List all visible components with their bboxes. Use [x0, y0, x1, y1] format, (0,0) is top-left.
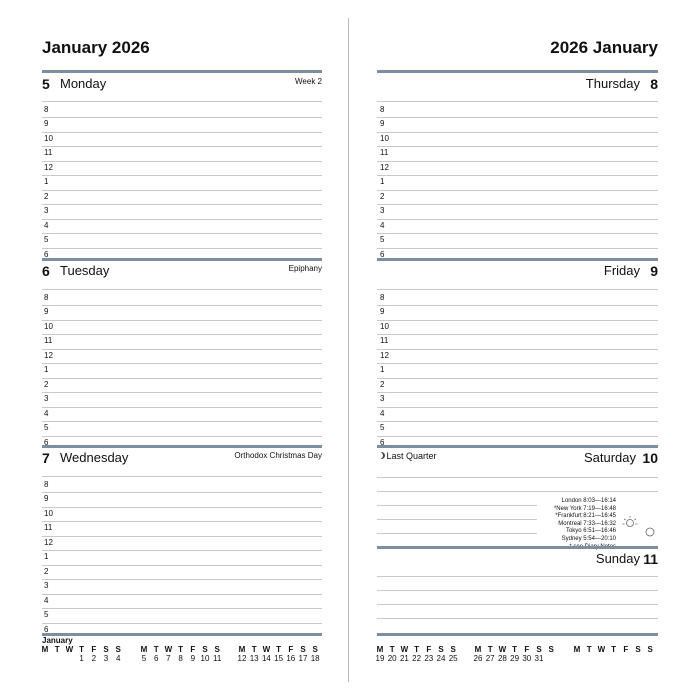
- writing-line: [377, 407, 658, 408]
- hour-label: 10: [380, 321, 389, 331]
- writing-line: [377, 101, 658, 102]
- calendar-weekday: W: [498, 645, 507, 654]
- hour-label: 9: [44, 307, 49, 317]
- hour-label: 6: [44, 437, 49, 447]
- calendar-weekday: S: [300, 645, 306, 654]
- calendar-weekday: S: [450, 645, 456, 654]
- writing-line: [377, 334, 658, 335]
- writing-line: [377, 477, 658, 478]
- writing-line: [377, 505, 537, 506]
- hour-label: 3: [44, 581, 49, 591]
- calendar-weekday: M: [474, 645, 482, 654]
- hour-label: 8: [44, 293, 49, 302]
- writing-line: [42, 550, 322, 551]
- hour-label: 6: [44, 249, 49, 259]
- hour-label: 1: [44, 552, 49, 562]
- hour-label: 3: [44, 206, 49, 216]
- writing-line: [377, 519, 537, 520]
- day-number: 7: [42, 450, 50, 466]
- calendar-weekday: S: [647, 645, 653, 654]
- calendar-weekday: S: [438, 645, 444, 654]
- sun-time-line: *Frankfurt 8:21—16:45: [555, 513, 616, 520]
- day-name: Tuesday: [60, 263, 110, 278]
- calendar-date: 22: [412, 654, 422, 663]
- hour-label: 8: [380, 293, 385, 302]
- calendar-weekday: W: [262, 645, 271, 654]
- calendar-weekday: M: [238, 645, 246, 654]
- writing-line: [42, 289, 322, 290]
- day-note: Week 2: [295, 77, 322, 86]
- day-number: 6: [42, 263, 50, 279]
- writing-line: [377, 146, 658, 147]
- calendar-weekday: T: [276, 645, 282, 654]
- writing-line: [377, 604, 658, 605]
- sun-time-line: Montreal 7:33—16:32: [558, 520, 616, 527]
- writing-line: [42, 219, 322, 220]
- hour-label: 1: [44, 365, 49, 375]
- calendar-weekday: F: [524, 645, 530, 654]
- left-page-title: January 2026: [42, 38, 150, 57]
- writing-line: [377, 378, 658, 379]
- hour-label: 8: [44, 105, 49, 114]
- day-separator: [377, 70, 658, 73]
- sun-times: [526, 498, 616, 551]
- day-separator: [42, 70, 322, 73]
- calendar-date: 3: [103, 654, 109, 663]
- calendar-date: 6: [153, 654, 159, 663]
- hour-label: 5: [44, 610, 49, 620]
- calendar-date: 11: [213, 654, 222, 663]
- calendar-weekday: F: [91, 645, 97, 654]
- calendar-weekday: F: [426, 645, 432, 654]
- writing-line: [42, 146, 322, 147]
- hour-label: 1: [44, 177, 49, 187]
- calendar-date: 15: [274, 654, 284, 663]
- writing-line: [42, 536, 322, 537]
- hour-label: 5: [380, 235, 385, 245]
- calendar-date: 20: [387, 654, 397, 663]
- writing-line: [42, 363, 322, 364]
- hour-label: 1: [380, 365, 385, 375]
- calendar-date: 12: [237, 654, 247, 663]
- hour-label: 9: [44, 119, 49, 129]
- writing-line: [42, 594, 322, 595]
- calendar-weekday: T: [389, 645, 395, 654]
- calendar-weekday: M: [573, 645, 581, 654]
- hour-label: 3: [380, 394, 385, 404]
- writing-line: [42, 407, 322, 408]
- writing-line: [42, 334, 322, 335]
- writing-line: [377, 248, 658, 249]
- writing-line: [42, 175, 322, 176]
- day-separator: [377, 445, 658, 448]
- calendar-date: 18: [310, 654, 320, 663]
- hour-label: 2: [44, 191, 49, 201]
- hour-label: 9: [44, 494, 49, 504]
- day-number: 5: [42, 76, 50, 92]
- calendar-weekday: F: [190, 645, 196, 654]
- calendar-weekday: M: [140, 645, 148, 654]
- mini-calendar-month: January: [42, 636, 73, 645]
- day-name: Sunday: [595, 551, 640, 566]
- writing-line: [42, 521, 322, 522]
- writing-line: [377, 363, 658, 364]
- moon-icon: [376, 452, 383, 459]
- writing-line: [42, 233, 322, 234]
- calendar-date: 5: [141, 654, 147, 663]
- writing-line: [377, 491, 658, 492]
- hour-label: 2: [380, 191, 385, 201]
- hour-label: 8: [44, 480, 49, 489]
- writing-line: [42, 392, 322, 393]
- calendar-weekday: W: [164, 645, 173, 654]
- writing-line: [377, 132, 658, 133]
- writing-line: [377, 204, 658, 205]
- calendar-weekday: S: [115, 645, 121, 654]
- calendar-weekday: T: [251, 645, 257, 654]
- calendar-date: 24: [436, 654, 446, 663]
- day-name: Wednesday: [60, 450, 129, 465]
- calendar-date: 13: [249, 654, 259, 663]
- calendar-date: 30: [522, 654, 532, 663]
- moon-phase-label: Last Quarter: [386, 451, 437, 461]
- sun-time-line: *New York 7:19—16:48: [553, 505, 616, 512]
- calendar-date: 28: [497, 654, 507, 663]
- hour-label: 6: [44, 624, 49, 634]
- hour-label: 10: [44, 133, 53, 143]
- hour-label: 2: [44, 566, 49, 576]
- writing-line: [42, 161, 322, 162]
- hour-label: 5: [44, 423, 49, 433]
- calendar-date: 29: [510, 654, 520, 663]
- calendar-weekday: T: [54, 645, 60, 654]
- writing-line: [377, 618, 658, 619]
- calendar-date: 25: [448, 654, 458, 663]
- writing-line: [42, 378, 322, 379]
- day-separator: [377, 258, 658, 261]
- day-note: Orthodox Christmas Day: [234, 451, 322, 460]
- calendar-date: 23: [424, 654, 434, 663]
- calendar-date: 19: [375, 654, 385, 663]
- calendar-weekday: S: [635, 645, 641, 654]
- writing-line: [377, 190, 658, 191]
- calendar-date: 1: [79, 654, 84, 663]
- calendar-date: 9: [190, 654, 196, 663]
- calendar-date: 17: [298, 654, 308, 663]
- day-name: Friday: [603, 263, 640, 278]
- writing-line: [42, 190, 322, 191]
- hour-label: 12: [44, 537, 53, 547]
- hour-label: 4: [44, 595, 49, 605]
- hour-label: 9: [380, 119, 385, 129]
- bottom-separator-left: [42, 633, 322, 636]
- hour-label: 1: [380, 177, 385, 187]
- hour-label: 11: [44, 336, 53, 346]
- writing-line: [42, 349, 322, 350]
- hour-label: 4: [44, 220, 49, 230]
- hour-label: 6: [380, 437, 385, 447]
- calendar-weekday: T: [586, 645, 592, 654]
- day-name: Saturday: [583, 450, 636, 465]
- hour-label: 2: [380, 379, 385, 389]
- writing-line: [42, 101, 322, 102]
- calendar-weekday: T: [178, 645, 184, 654]
- calendar-date: 8: [178, 654, 183, 663]
- writing-line: [377, 421, 658, 422]
- writing-line: [377, 349, 658, 350]
- writing-line: [377, 219, 658, 220]
- calendar-date: 4: [115, 654, 121, 663]
- writing-line: [42, 623, 322, 624]
- hour-label: 2: [44, 379, 49, 389]
- day-separator: [377, 546, 658, 549]
- calendar-weekday: M: [376, 645, 384, 654]
- writing-line: [42, 117, 322, 118]
- hour-label: 11: [380, 148, 389, 158]
- hour-label: 12: [44, 350, 53, 360]
- calendar-weekday: F: [288, 645, 294, 654]
- hour-label: 12: [380, 350, 389, 360]
- moon-phase: [377, 451, 437, 461]
- calendar-date: 16: [286, 654, 296, 663]
- writing-line: [42, 579, 322, 580]
- hour-label: 4: [380, 220, 385, 230]
- calendar-weekday: W: [597, 645, 606, 654]
- writing-line: [377, 320, 658, 321]
- hour-label: 10: [380, 133, 389, 143]
- calendar-date: 10: [200, 654, 210, 663]
- writing-line: [42, 421, 322, 422]
- hour-label: 5: [380, 423, 385, 433]
- calendar-date: 7: [166, 654, 171, 663]
- bottom-separator-right: [377, 633, 658, 636]
- hour-label: 8: [380, 105, 385, 114]
- calendar-weekday: F: [623, 645, 629, 654]
- hour-label: 3: [44, 394, 49, 404]
- day-separator: [42, 445, 322, 448]
- writing-line: [377, 436, 658, 437]
- calendar-date: 31: [534, 654, 544, 663]
- calendar-weekday: T: [414, 645, 420, 654]
- day-separator: [42, 258, 322, 261]
- calendar-weekday: T: [487, 645, 493, 654]
- right-page-title: 2026 January: [550, 38, 658, 57]
- hour-label: 6: [380, 249, 385, 259]
- day-number: 9: [650, 263, 658, 279]
- sun-time-line: Sydney 5:54—20:10: [561, 535, 616, 542]
- sun-time-line: Tokyo 6:51—16:46: [565, 528, 616, 535]
- writing-line: [377, 175, 658, 176]
- writing-line: [42, 320, 322, 321]
- calendar-weekday: S: [312, 645, 318, 654]
- writing-line: [42, 305, 322, 306]
- writing-line: [377, 117, 658, 118]
- writing-line: [377, 590, 658, 591]
- page-fold: [348, 18, 349, 682]
- day-number: 11: [643, 551, 658, 567]
- hour-label: 9: [380, 307, 385, 317]
- calendar-date: 27: [485, 654, 495, 663]
- writing-line: [42, 248, 322, 249]
- writing-line: [42, 476, 322, 477]
- hour-label: 10: [44, 321, 53, 331]
- calendar-weekday: S: [103, 645, 109, 654]
- day-name: Thursday: [585, 76, 640, 91]
- day-name: Monday: [60, 76, 107, 91]
- hour-label: 11: [44, 523, 53, 533]
- writing-line: [377, 392, 658, 393]
- calendar-weekday: T: [512, 645, 518, 654]
- calendar-weekday: M: [41, 645, 49, 654]
- calendar-date: 21: [399, 654, 409, 663]
- calendar-date: 26: [473, 654, 483, 663]
- hour-label: 5: [44, 235, 49, 245]
- writing-line: [377, 305, 658, 306]
- calendar-weekday: W: [65, 645, 74, 654]
- day-number: 8: [650, 76, 658, 92]
- calendar-weekday: T: [153, 645, 159, 654]
- writing-line: [42, 132, 322, 133]
- writing-line: [377, 289, 658, 290]
- hour-label: 4: [380, 408, 385, 418]
- hour-label: 11: [380, 336, 389, 346]
- day-number: 10: [642, 450, 658, 466]
- writing-line: [42, 204, 322, 205]
- calendar-date: 14: [261, 654, 271, 663]
- writing-line: [377, 533, 537, 534]
- day-note: Epiphany: [288, 264, 322, 273]
- writing-line: [377, 576, 658, 577]
- writing-line: [42, 608, 322, 609]
- writing-line: [377, 161, 658, 162]
- writing-line: [42, 507, 322, 508]
- calendar-weekday: T: [79, 645, 85, 654]
- writing-line: [42, 565, 322, 566]
- hour-label: 12: [44, 162, 53, 172]
- hour-label: 4: [44, 408, 49, 418]
- hour-label: 3: [380, 206, 385, 216]
- writing-line: [377, 233, 658, 234]
- hour-label: 12: [380, 162, 389, 172]
- sun-time-line: London 8:03—16:14: [561, 498, 616, 504]
- writing-line: [42, 492, 322, 493]
- calendar-weekday: W: [400, 645, 409, 654]
- calendar-weekday: T: [611, 645, 617, 654]
- calendar-weekday: S: [214, 645, 220, 654]
- calendar-weekday: S: [548, 645, 554, 654]
- sunrise-sunset-icon: [620, 514, 660, 538]
- writing-line: [42, 436, 322, 437]
- calendar-date: 2: [91, 654, 97, 663]
- calendar-weekday: S: [536, 645, 542, 654]
- calendar-weekday: S: [202, 645, 208, 654]
- hour-label: 11: [44, 148, 53, 158]
- hour-label: 10: [44, 508, 53, 518]
